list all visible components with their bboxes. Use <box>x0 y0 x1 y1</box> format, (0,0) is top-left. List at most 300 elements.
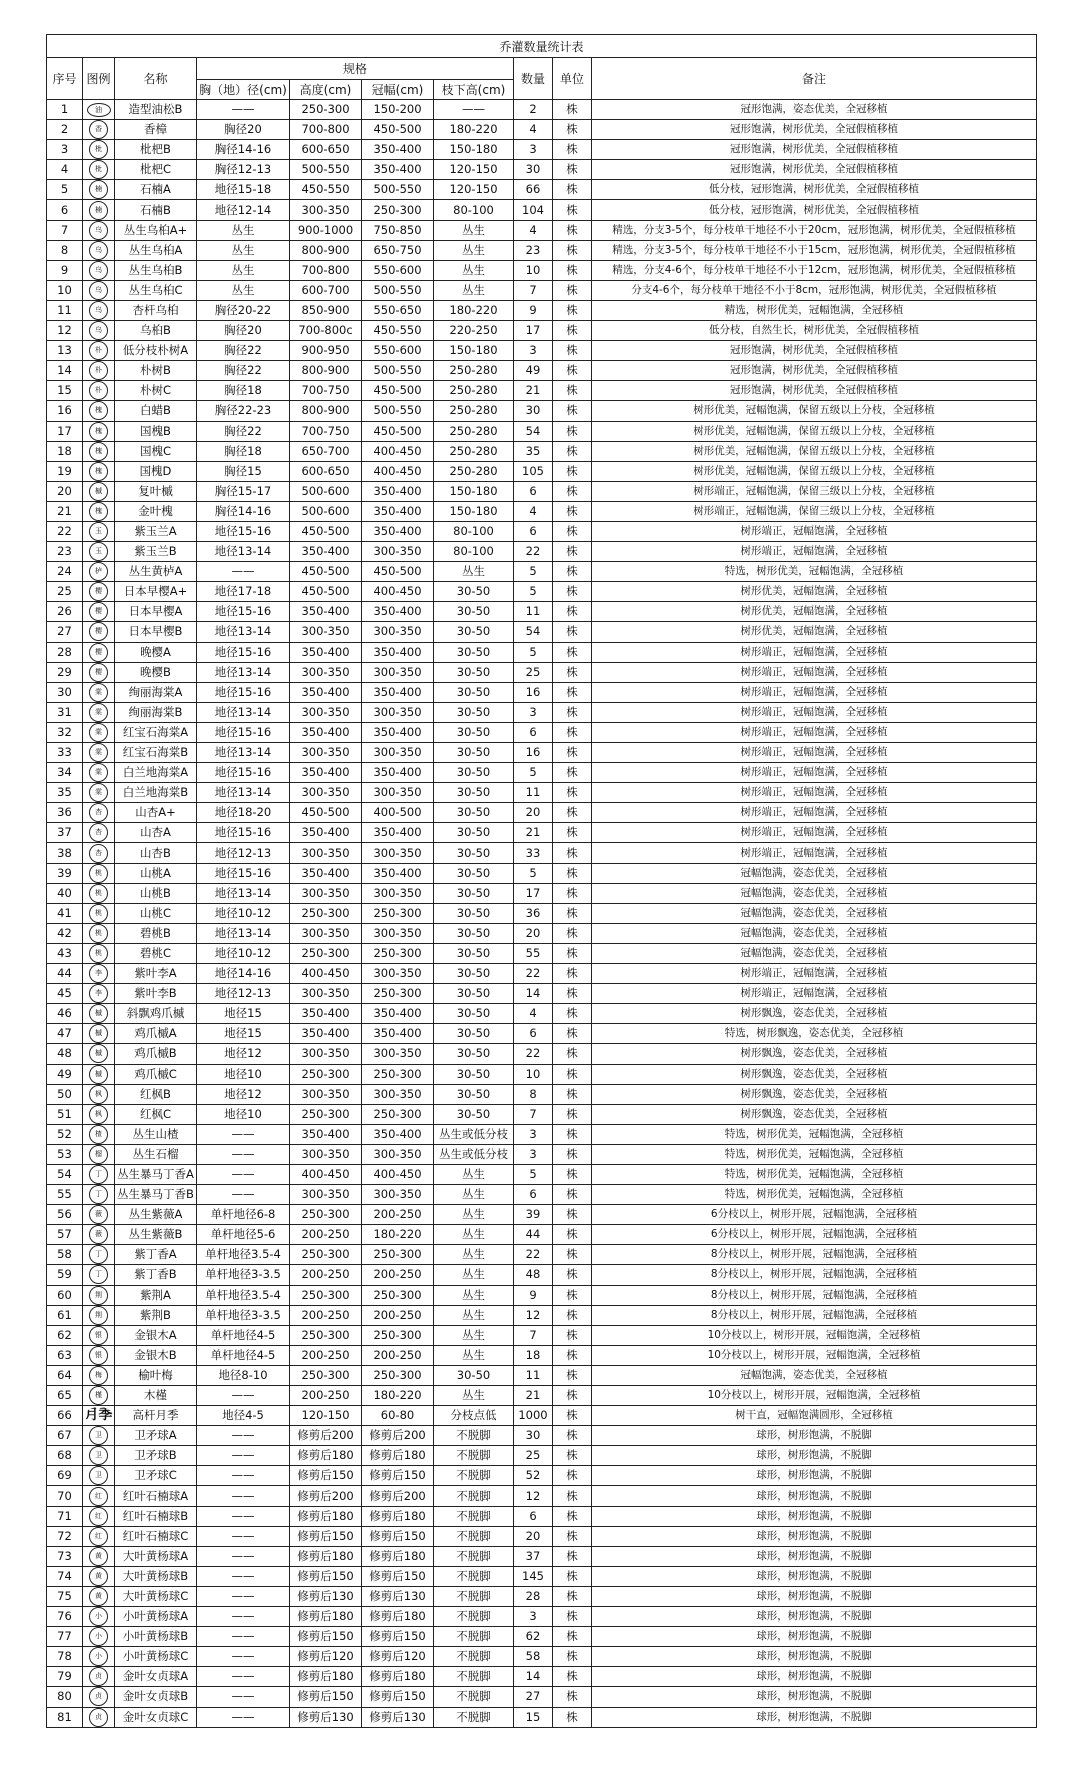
cell-qty: 4 <box>514 501 553 521</box>
legend-symbol-icon: 小 <box>89 1627 108 1646</box>
cell-dbh: 胸径18 <box>197 441 290 461</box>
cell-seq: 46 <box>47 1004 83 1024</box>
cell-crown: 修剪后200 <box>362 1486 434 1506</box>
cell-legend <box>83 923 115 943</box>
cell-seq: 52 <box>47 1124 83 1144</box>
cell-branch-height: 丛生 <box>434 240 514 260</box>
cell-height: 修剪后180 <box>290 1446 362 1466</box>
header-seq: 序号 <box>47 58 83 100</box>
legend-symbol-icon: 樱 <box>89 602 108 621</box>
cell-dbh: 单杆地径4-5 <box>197 1345 290 1365</box>
cell-crown: 300-350 <box>362 1084 434 1104</box>
cell-note: 树形端正，冠幅饱满，全冠移植 <box>592 521 1037 541</box>
cell-dbh: 地径15-16 <box>197 642 290 662</box>
legend-symbol-icon: 小 <box>89 1647 108 1666</box>
cell-unit: 株 <box>553 1325 592 1345</box>
cell-seq: 44 <box>47 964 83 984</box>
header-branch-height: 枝下高(cm) <box>434 80 514 100</box>
cell-unit: 株 <box>553 1265 592 1285</box>
cell-legend <box>83 220 115 240</box>
legend-symbol-icon: 黄 <box>89 1567 108 1586</box>
cell-seq: 26 <box>47 602 83 622</box>
cell-branch-height: 30-50 <box>434 823 514 843</box>
legend-symbol-icon: 杏 <box>89 823 108 842</box>
cell-crown: 400-450 <box>362 1164 434 1184</box>
cell-dbh: 地径13-14 <box>197 883 290 903</box>
cell-branch-height: 30-50 <box>434 1064 514 1084</box>
cell-crown: 修剪后150 <box>362 1566 434 1586</box>
cell-unit: 株 <box>553 300 592 320</box>
table-row <box>47 200 1037 220</box>
table-row <box>47 1064 1037 1084</box>
tree-shrub-table <box>46 34 1037 1728</box>
cell-seq: 55 <box>47 1185 83 1205</box>
cell-branch-height: 30-50 <box>434 1084 514 1104</box>
cell-qty: 7 <box>514 280 553 300</box>
cell-height: 修剪后150 <box>290 1526 362 1546</box>
cell-qty: 20 <box>514 1526 553 1546</box>
cell-seq: 14 <box>47 361 83 381</box>
cell-crown: 400-450 <box>362 461 434 481</box>
cell-legend <box>83 622 115 642</box>
cell-seq: 39 <box>47 863 83 883</box>
cell-seq: 30 <box>47 682 83 702</box>
cell-crown: 350-400 <box>362 1124 434 1144</box>
cell-seq: 19 <box>47 461 83 481</box>
cell-name: 低分枝朴树A <box>115 341 197 361</box>
cell-seq: 45 <box>47 984 83 1004</box>
cell-legend <box>83 1526 115 1546</box>
cell-seq: 17 <box>47 421 83 441</box>
legend-symbol-icon: 薇 <box>89 1205 108 1224</box>
cell-note: 树形端正，冠幅饱满，保留三级以上分枝，全冠移植 <box>592 501 1037 521</box>
cell-branch-height: 丛生 <box>434 1345 514 1365</box>
cell-crown: 300-350 <box>362 1144 434 1164</box>
cell-unit: 株 <box>553 401 592 421</box>
table-row <box>47 1426 1037 1446</box>
cell-branch-height: 不脱脚 <box>434 1607 514 1627</box>
table-row <box>47 783 1037 803</box>
cell-height: 850-900 <box>290 300 362 320</box>
cell-seq: 64 <box>47 1365 83 1385</box>
legend-symbol-icon: 槭 <box>89 1065 108 1084</box>
cell-unit: 株 <box>553 1446 592 1466</box>
cell-legend <box>83 883 115 903</box>
cell-height: 350-400 <box>290 602 362 622</box>
cell-dbh: 胸径20 <box>197 120 290 140</box>
cell-note: 球形，树形饱满，不脱脚 <box>592 1667 1037 1687</box>
cell-dbh: 胸径14-16 <box>197 501 290 521</box>
cell-height: 修剪后180 <box>290 1607 362 1627</box>
cell-name: 紫丁香A <box>115 1245 197 1265</box>
cell-branch-height: 丛生或低分枝 <box>434 1124 514 1144</box>
cell-crown: 500-550 <box>362 180 434 200</box>
cell-unit: 株 <box>553 1406 592 1426</box>
cell-legend <box>83 1144 115 1164</box>
cell-note: 树形端正，冠幅饱满，保留三级以上分枝，全冠移植 <box>592 481 1037 501</box>
cell-branch-height: 分枝点低 <box>434 1406 514 1426</box>
cell-crown: 400-450 <box>362 582 434 602</box>
cell-legend <box>83 321 115 341</box>
cell-crown: 350-400 <box>362 682 434 702</box>
table-row <box>47 140 1037 160</box>
cell-note: 树形端正，冠幅饱满，全冠移植 <box>592 642 1037 662</box>
cell-name: 紫玉兰A <box>115 521 197 541</box>
cell-branch-height: 30-50 <box>434 682 514 702</box>
legend-symbol-icon: 槭 <box>89 482 108 501</box>
legend-symbol-icon: 丁 <box>89 1165 108 1184</box>
cell-legend <box>83 783 115 803</box>
table-row <box>47 1305 1037 1325</box>
cell-unit: 株 <box>553 883 592 903</box>
cell-qty: 30 <box>514 160 553 180</box>
cell-crown: 350-400 <box>362 140 434 160</box>
cell-crown: 修剪后120 <box>362 1647 434 1667</box>
header-qty: 数量 <box>514 58 553 100</box>
cell-name: 紫玉兰B <box>115 542 197 562</box>
cell-crown: 150-200 <box>362 100 434 120</box>
cell-legend <box>83 1084 115 1104</box>
table-row <box>47 1225 1037 1245</box>
cell-qty: 6 <box>514 1506 553 1526</box>
cell-height: 200-250 <box>290 1345 362 1365</box>
cell-note: 树形优美，冠幅饱满，保留五级以上分枝，全冠移植 <box>592 461 1037 481</box>
cell-qty: 48 <box>514 1265 553 1285</box>
legend-symbol-icon: 梅 <box>89 1366 108 1385</box>
cell-branch-height: 30-50 <box>434 1044 514 1064</box>
cell-branch-height: 30-50 <box>434 662 514 682</box>
cell-name: 红叶石楠球C <box>115 1526 197 1546</box>
cell-seq: 61 <box>47 1305 83 1325</box>
cell-unit: 株 <box>553 903 592 923</box>
cell-height: 300-350 <box>290 1185 362 1205</box>
legend-symbol-icon: 乌 <box>89 281 108 300</box>
cell-name: 丛生乌桕C <box>115 280 197 300</box>
cell-note: 球形，树形饱满，不脱脚 <box>592 1566 1037 1586</box>
cell-legend <box>83 823 115 843</box>
cell-seq: 68 <box>47 1446 83 1466</box>
legend-symbol-icon: 卫 <box>89 1446 108 1465</box>
cell-seq: 27 <box>47 622 83 642</box>
cell-branch-height: 150-180 <box>434 501 514 521</box>
cell-name: 碧桃B <box>115 923 197 943</box>
cell-height: 350-400 <box>290 1124 362 1144</box>
cell-legend <box>83 1245 115 1265</box>
cell-unit: 株 <box>553 501 592 521</box>
cell-seq: 13 <box>47 341 83 361</box>
cell-name: 丛生乌桕A <box>115 240 197 260</box>
cell-qty: 16 <box>514 743 553 763</box>
table-row <box>47 401 1037 421</box>
legend-symbol-icon: 朴 <box>89 341 108 360</box>
cell-dbh: 单杆地径5-6 <box>197 1225 290 1245</box>
cell-branch-height: 30-50 <box>434 763 514 783</box>
legend-symbol-icon: 槿 <box>89 1386 108 1405</box>
cell-height: 250-300 <box>290 943 362 963</box>
cell-height: 300-350 <box>290 1144 362 1164</box>
cell-note: 8分枝以上，树形开展，冠幅饱满，全冠移植 <box>592 1305 1037 1325</box>
cell-dbh: 胸径18 <box>197 381 290 401</box>
cell-note: 冠幅饱满，姿态优美，全冠移植 <box>592 883 1037 903</box>
cell-unit: 株 <box>553 1386 592 1406</box>
cell-unit: 株 <box>553 1687 592 1707</box>
cell-dbh: 地径12 <box>197 1044 290 1064</box>
cell-branch-height: 不脱脚 <box>434 1647 514 1667</box>
cell-qty: 30 <box>514 1426 553 1446</box>
cell-note: 树形端正，冠幅饱满，全冠移植 <box>592 964 1037 984</box>
cell-unit: 株 <box>553 642 592 662</box>
cell-height: 修剪后180 <box>290 1667 362 1687</box>
legend-symbol-icon: 槭 <box>89 1024 108 1043</box>
table-row <box>47 1667 1037 1687</box>
cell-legend <box>83 1607 115 1627</box>
cell-dbh: 丛生 <box>197 240 290 260</box>
cell-unit: 株 <box>553 381 592 401</box>
cell-height: 600-650 <box>290 461 362 481</box>
cell-branch-height: 30-50 <box>434 863 514 883</box>
cell-branch-height: 不脱脚 <box>434 1586 514 1606</box>
cell-note: 球形，树形饱满，不脱脚 <box>592 1526 1037 1546</box>
cell-qty: 14 <box>514 1667 553 1687</box>
table-body <box>47 100 1037 1728</box>
cell-qty: 25 <box>514 1446 553 1466</box>
cell-dbh: 地径15-16 <box>197 602 290 622</box>
cell-name: 鸡爪槭A <box>115 1024 197 1044</box>
cell-unit: 株 <box>553 461 592 481</box>
cell-unit: 株 <box>553 220 592 240</box>
cell-height: 300-350 <box>290 1044 362 1064</box>
cell-crown: 450-500 <box>362 421 434 441</box>
cell-name: 金叶女贞球A <box>115 1667 197 1687</box>
cell-seq: 67 <box>47 1426 83 1446</box>
cell-name: 山杏B <box>115 843 197 863</box>
cell-legend <box>83 602 115 622</box>
cell-height: 800-900 <box>290 361 362 381</box>
cell-unit: 株 <box>553 260 592 280</box>
legend-symbol-icon: 桃 <box>89 924 108 943</box>
cell-qty: 6 <box>514 521 553 541</box>
cell-qty: 20 <box>514 803 553 823</box>
cell-qty: 54 <box>514 421 553 441</box>
cell-branch-height: 丛生 <box>434 260 514 280</box>
cell-qty: 27 <box>514 1687 553 1707</box>
table-row <box>47 461 1037 481</box>
table-row <box>47 1164 1037 1184</box>
cell-height: 700-800c <box>290 321 362 341</box>
legend-symbol-icon: 杏 <box>89 844 108 863</box>
cell-height: 300-350 <box>290 984 362 1004</box>
cell-qty: 5 <box>514 582 553 602</box>
cell-height: 250-300 <box>290 1205 362 1225</box>
legend-symbol-icon: 贞 <box>89 1687 108 1706</box>
cell-name: 金银木A <box>115 1325 197 1345</box>
cell-legend <box>83 1124 115 1144</box>
cell-branch-height: 30-50 <box>434 883 514 903</box>
cell-height: 450-500 <box>290 803 362 823</box>
cell-unit: 株 <box>553 562 592 582</box>
cell-branch-height: 不脱脚 <box>434 1667 514 1687</box>
legend-symbol-icon: 樱 <box>89 643 108 662</box>
cell-branch-height: 250-280 <box>434 421 514 441</box>
cell-crown: 350-400 <box>362 160 434 180</box>
cell-note: 冠形饱满，姿态优美，全冠移植 <box>592 100 1037 120</box>
cell-branch-height: 30-50 <box>434 783 514 803</box>
cell-legend <box>83 200 115 220</box>
cell-qty: 49 <box>514 361 553 381</box>
cell-qty: 21 <box>514 381 553 401</box>
cell-crown: 450-550 <box>362 321 434 341</box>
cell-seq: 78 <box>47 1647 83 1667</box>
cell-name: 白兰地海棠B <box>115 783 197 803</box>
cell-unit: 株 <box>553 160 592 180</box>
table-row <box>47 341 1037 361</box>
cell-note: 球形，树形饱满，不脱脚 <box>592 1707 1037 1727</box>
legend-symbol-icon: 槐 <box>89 422 108 441</box>
cell-dbh: —— <box>197 1707 290 1727</box>
legend-symbol-icon: 玉 <box>89 522 108 541</box>
cell-crown: 250-300 <box>362 1245 434 1265</box>
table-row <box>47 521 1037 541</box>
cell-note: 树形端正，冠幅饱满，全冠移植 <box>592 662 1037 682</box>
cell-seq: 50 <box>47 1084 83 1104</box>
cell-crown: 550-650 <box>362 300 434 320</box>
cell-qty: 28 <box>514 1586 553 1606</box>
cell-unit: 株 <box>553 743 592 763</box>
header-spec: 规格 <box>197 58 514 80</box>
cell-seq: 37 <box>47 823 83 843</box>
cell-qty: 3 <box>514 1124 553 1144</box>
cell-qty: 16 <box>514 682 553 702</box>
legend-symbol-icon: 贞 <box>89 1708 108 1727</box>
table-row <box>47 481 1037 501</box>
cell-height: 120-150 <box>290 1406 362 1426</box>
cell-qty: 12 <box>514 1305 553 1325</box>
cell-branch-height: 丛生 <box>434 562 514 582</box>
cell-branch-height: 不脱脚 <box>434 1687 514 1707</box>
cell-legend <box>83 1285 115 1305</box>
cell-dbh: 胸径15 <box>197 461 290 481</box>
cell-height: 300-350 <box>290 702 362 722</box>
cell-seq: 80 <box>47 1687 83 1707</box>
cell-name: 山桃A <box>115 863 197 883</box>
table-row <box>47 923 1037 943</box>
cell-note: 球形，树形饱满，不脱脚 <box>592 1627 1037 1647</box>
cell-legend <box>83 763 115 783</box>
cell-crown: 500-550 <box>362 280 434 300</box>
cell-branch-height: 丛生 <box>434 1265 514 1285</box>
cell-height: 700-800 <box>290 260 362 280</box>
cell-seq: 16 <box>47 401 83 421</box>
cell-height: 300-350 <box>290 843 362 863</box>
table-row <box>47 300 1037 320</box>
cell-note: 球形，树形饱满，不脱脚 <box>592 1607 1037 1627</box>
cell-seq: 48 <box>47 1044 83 1064</box>
cell-branch-height: 丛生 <box>434 1245 514 1265</box>
cell-unit: 株 <box>553 140 592 160</box>
cell-dbh: —— <box>197 100 290 120</box>
cell-name: 复叶槭 <box>115 481 197 501</box>
cell-height: 450-500 <box>290 582 362 602</box>
cell-note: 树形端正，冠幅饱满，全冠移植 <box>592 702 1037 722</box>
cell-qty: 6 <box>514 1185 553 1205</box>
cell-dbh: 胸径15-17 <box>197 481 290 501</box>
cell-seq: 9 <box>47 260 83 280</box>
cell-branch-height: 丛生 <box>434 220 514 240</box>
cell-height: 900-950 <box>290 341 362 361</box>
cell-name: 金银木B <box>115 1345 197 1365</box>
table-row <box>47 1566 1037 1586</box>
cell-dbh: 单杆地径4-5 <box>197 1325 290 1345</box>
cell-seq: 10 <box>47 280 83 300</box>
cell-branch-height: 丛生 <box>434 1386 514 1406</box>
cell-unit: 株 <box>553 622 592 642</box>
cell-legend <box>83 1406 115 1426</box>
cell-name: 榆叶梅 <box>115 1365 197 1385</box>
cell-note: 树形端正，冠幅饱满，全冠移植 <box>592 783 1037 803</box>
cell-name: 杏杆乌桕 <box>115 300 197 320</box>
cell-unit: 株 <box>553 964 592 984</box>
legend-symbol-icon: 贞 <box>89 1667 108 1686</box>
cell-dbh: 丛生 <box>197 220 290 240</box>
cell-dbh: —— <box>197 1647 290 1667</box>
cell-dbh: —— <box>197 1426 290 1446</box>
cell-branch-height: 30-50 <box>434 964 514 984</box>
cell-branch-height: 丛生 <box>434 1285 514 1305</box>
cell-crown: 修剪后180 <box>362 1546 434 1566</box>
cell-name: 枇杷C <box>115 160 197 180</box>
cell-qty: 1000 <box>514 1406 553 1426</box>
cell-unit: 株 <box>553 1104 592 1124</box>
cell-dbh: —— <box>197 1687 290 1707</box>
cell-unit: 株 <box>553 984 592 1004</box>
cell-name: 日本早樱A <box>115 602 197 622</box>
cell-branch-height: 30-50 <box>434 1004 514 1024</box>
cell-qty: 4 <box>514 1004 553 1024</box>
legend-symbol-icon: 棠 <box>89 703 108 722</box>
cell-crown: 300-350 <box>362 923 434 943</box>
cell-legend <box>83 1466 115 1486</box>
cell-note: 特选，树形优美，冠幅饱满，全冠移植 <box>592 1185 1037 1205</box>
cell-branch-height: 不脱脚 <box>434 1446 514 1466</box>
cell-note: 树形飘逸，姿态优美，全冠移植 <box>592 1104 1037 1124</box>
cell-height: 700-800 <box>290 120 362 140</box>
cell-name: 白兰地海棠A <box>115 763 197 783</box>
cell-crown: 300-350 <box>362 783 434 803</box>
cell-seq: 47 <box>47 1024 83 1044</box>
cell-seq: 18 <box>47 441 83 461</box>
cell-branch-height: 30-50 <box>434 803 514 823</box>
cell-dbh: 地径15 <box>197 1004 290 1024</box>
cell-seq: 4 <box>47 160 83 180</box>
cell-unit: 株 <box>553 1044 592 1064</box>
legend-symbol-icon: 桃 <box>89 944 108 963</box>
cell-height: 800-900 <box>290 401 362 421</box>
cell-qty: 52 <box>514 1466 553 1486</box>
cell-legend <box>83 1647 115 1667</box>
cell-name: 造型油松B <box>115 100 197 120</box>
cell-note: 树形飘逸，姿态优美，全冠移植 <box>592 1064 1037 1084</box>
cell-qty: 66 <box>514 180 553 200</box>
cell-seq: 81 <box>47 1707 83 1727</box>
cell-unit: 株 <box>553 441 592 461</box>
cell-note: 精选，分支4-6个，每分枝单干地径不小于12cm，冠形饱满，树形优美，全冠假植移植 <box>592 260 1037 280</box>
cell-unit: 株 <box>553 1627 592 1647</box>
cell-height: 200-250 <box>290 1225 362 1245</box>
legend-symbol-icon: 红 <box>89 1487 108 1506</box>
cell-seq: 42 <box>47 923 83 943</box>
cell-crown: 250-300 <box>362 1325 434 1345</box>
cell-qty: 2 <box>514 100 553 120</box>
